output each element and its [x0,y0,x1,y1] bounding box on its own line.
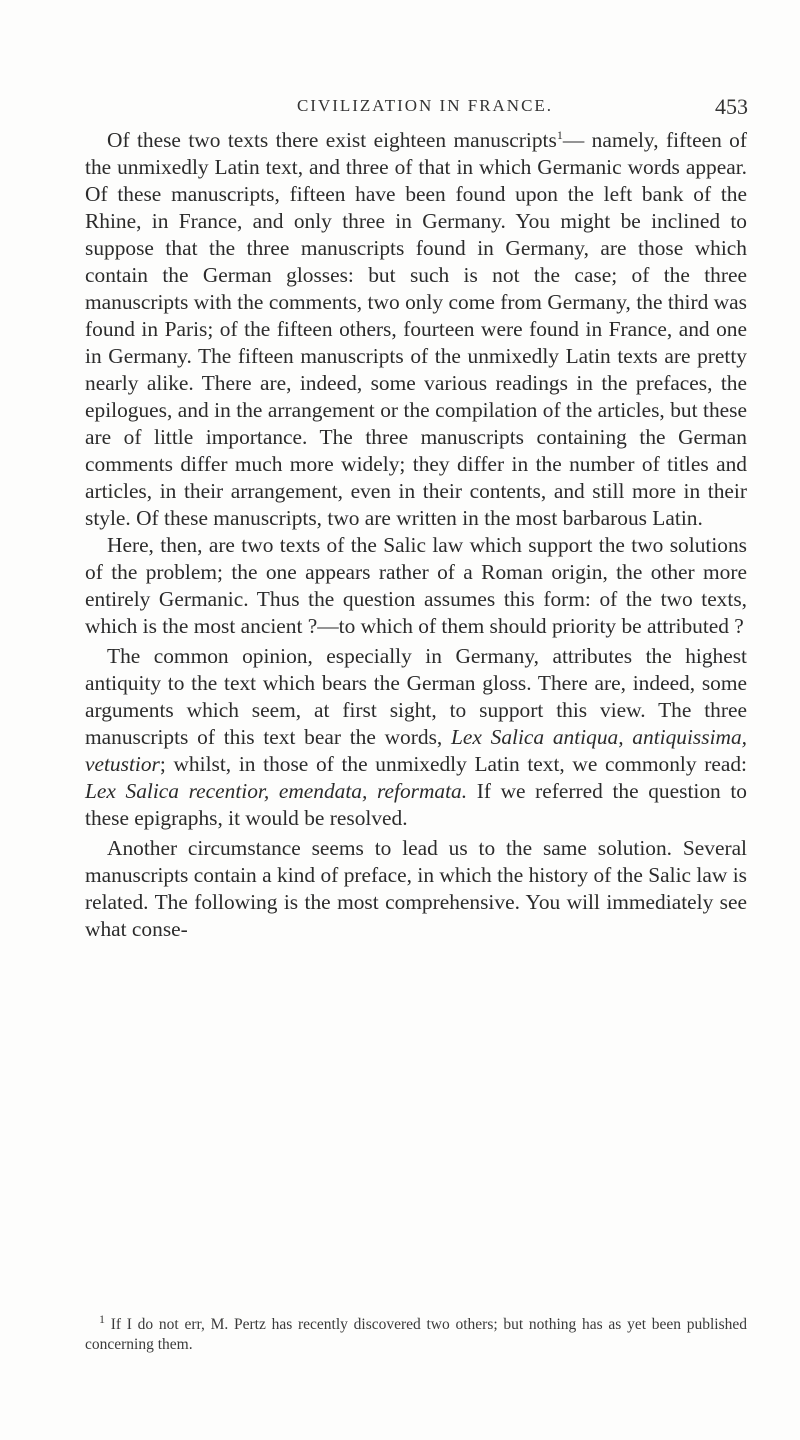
page-number: 453 [715,94,748,119]
body-text [85,127,747,943]
paragraph: Here, then, are two texts of the Salic law which support the two solutions of the problem; the one appears rather of a Roman origin, the other more entirely Germanic. Thus the question assumes this form: of the two texts, which is the most ancient ?—to which of them should priority be attributed ? [85,533,747,638]
italic-epigraph: Lex Salica recentior, emendata, reformata. [85,779,468,803]
running-head [0,96,800,126]
footnote-marker: 1 [556,127,563,142]
running-title: CIVILIZATION IN FRANCE. [296,96,554,115]
footnote-number: 1 [99,1311,105,1326]
paragraph: Of these two texts there exist eighteen manuscripts$^1$— namely, fifteen of the unmixedly Latin text, and three of that in which Germanic words appear. Of these manuscripts, fifteen have been found upon the left bank of the Rhine, in France, and only three in Germany. You might be inclined to suppose that the three manuscripts found in Germany, are those which contain the German glosses: but such is not the case; of the three manuscripts with the comments, two only come from Germany, the third was found in Paris; of the fifteen others, fourteen were found in France, and one in Germany. The fifteen manuscripts of the unmixedly Latin texts are pretty nearly alike. There are, indeed, some various readings in the prefaces, the epilogues, and in the arrangement or the compilation of the articles, but these are of little importance. The three manuscripts containing the German comments differ much more widely; they differ in the number of titles and articles, in their arrangement, even in their contents, and still more in their style. Of these manuscripts, two are written in the most barbarous Latin. [85,127,747,530]
footnote-text: If I do not err, M. Pertz has recently discovered two others; but nothing has as yet been published concerning them. [85,1316,747,1353]
paragraph: The common opinion, especially in Germany, attributes the highest antiquity to the text which bears the German gloss. There are, indeed, some arguments which seem, at first sight, to support this view. The three manuscripts of this text bear the words, Lex Salica antiqua, antiquissima, vetustior; whilst, in those of the unmixedly Latin text, we commonly read: Lex Salica recentior, emendata, reformata. If we referred the question to these epigraphs, it would be resolved. [85,644,748,830]
footnote [85,1311,747,1355]
paragraph: Another circumstance seems to lead us to the same solution. Several manuscripts contain a kind of preface, in which the history of the Salic law is related. The following is the most comprehensive. You will immediately see what conse- [85,836,747,941]
italic-epigraph: Lex Salica antiqua, antiquissima, vetustior [85,725,748,776]
